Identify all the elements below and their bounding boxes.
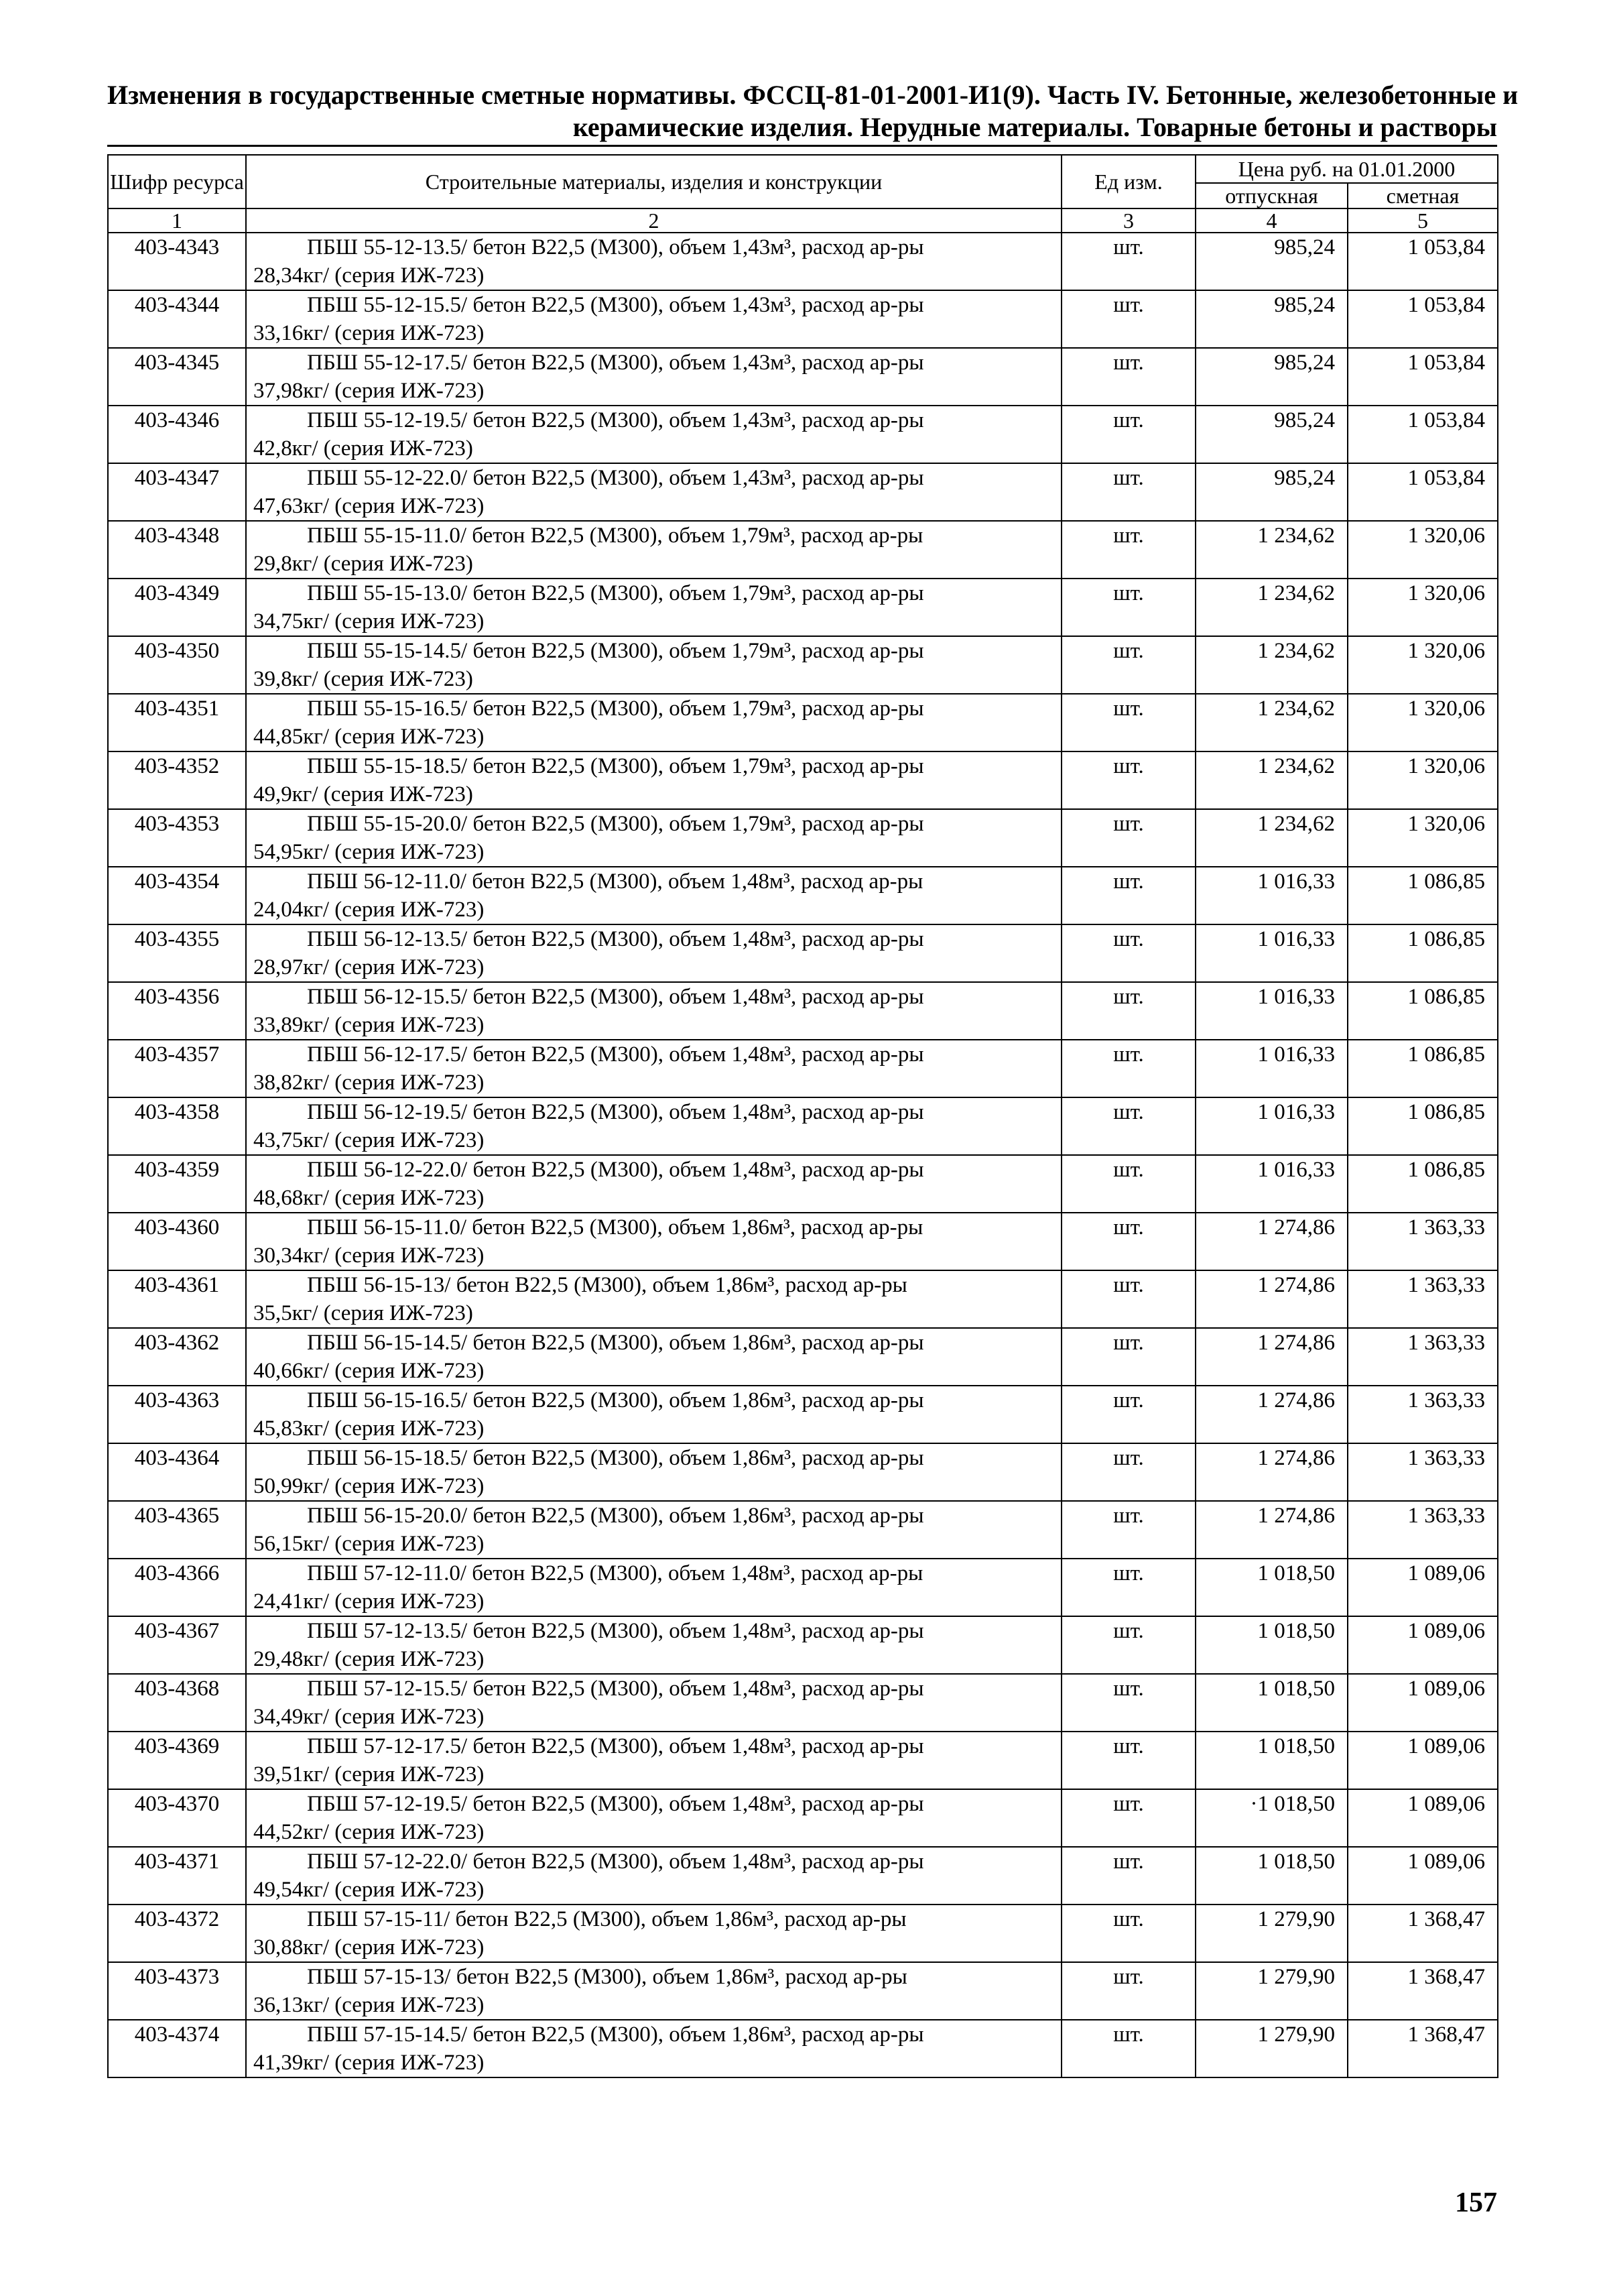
release-price: ·1 018,50: [1196, 1789, 1348, 1847]
unit: шт.: [1062, 1040, 1196, 1097]
material-description: [246, 1155, 1062, 1213]
resource-code: 403-4345: [108, 348, 246, 406]
material-description: [246, 1443, 1062, 1501]
resource-code: 403-4348: [108, 521, 246, 579]
resource-code: 403-4344: [108, 290, 246, 348]
estimate-price: 1 363,33: [1348, 1501, 1498, 1559]
estimate-price: 1 320,06: [1348, 751, 1498, 809]
description-line2: 38,82кг/ (серия ИЖ-723): [253, 1071, 485, 1095]
material-description: [246, 1847, 1062, 1905]
material-description: [246, 579, 1062, 636]
table-row: [108, 751, 1498, 809]
release-price: 1 016,33: [1196, 924, 1348, 982]
description-line1: ПБШ 56-12-19.5/ бетон В22,5 (М300), объем 1,48м³, расход ар-ры: [307, 1100, 924, 1124]
material-description: [246, 1674, 1062, 1732]
estimate-price: 1 320,06: [1348, 694, 1498, 751]
resource-code: 403-4351: [108, 694, 246, 751]
description-line2: 28,97кг/ (серия ИЖ-723): [253, 955, 485, 979]
table-row: [108, 1040, 1498, 1097]
resource-code: 403-4358: [108, 1097, 246, 1155]
release-price: 985,24: [1196, 406, 1348, 463]
description-line1: ПБШ 57-12-17.5/ бетон В22,5 (М300), объем 1,48м³, расход ар-ры: [307, 1734, 924, 1758]
description-line2: 41,39кг/ (серия ИЖ-723): [253, 2051, 485, 2075]
estimate-price: 1 363,33: [1348, 1213, 1498, 1270]
description-line1: ПБШ 57-15-11/ бетон В22,5 (М300), объем 1,86м³, расход ар-ры: [307, 1907, 907, 1931]
release-price: 985,24: [1196, 233, 1348, 290]
description-line2: 34,49кг/ (серия ИЖ-723): [253, 1705, 485, 1729]
material-description: [246, 694, 1062, 751]
estimate-price: 1 089,06: [1348, 1732, 1498, 1789]
estimate-price: 1 053,84: [1348, 406, 1498, 463]
resource-code: 403-4364: [108, 1443, 246, 1501]
unit: шт.: [1062, 1674, 1196, 1732]
release-price: 1 016,33: [1196, 867, 1348, 924]
header-price: Цена руб. на 01.01.2000: [1196, 155, 1498, 183]
estimate-price: 1 053,84: [1348, 463, 1498, 521]
description-line1: ПБШ 55-15-13.0/ бетон В22,5 (М300), объем 1,79м³, расход ар-ры: [307, 581, 924, 605]
unit: шт.: [1062, 1443, 1196, 1501]
description-line1: ПБШ 57-12-19.5/ бетон В22,5 (М300), объем 1,48м³, расход ар-ры: [307, 1792, 924, 1816]
release-price: 985,24: [1196, 463, 1348, 521]
table-row: [108, 809, 1498, 867]
material-description: [246, 867, 1062, 924]
description-line1: ПБШ 56-12-13.5/ бетон В22,5 (М300), объем 1,48м³, расход ар-ры: [307, 927, 924, 951]
description-line1: ПБШ 55-12-19.5/ бетон В22,5 (М300), объем 1,43м³, расход ар-ры: [307, 408, 924, 432]
release-price: 1 274,86: [1196, 1270, 1348, 1328]
unit: шт.: [1062, 1847, 1196, 1905]
material-description: [246, 1905, 1062, 1962]
release-price: 1 234,62: [1196, 579, 1348, 636]
material-description: [246, 1328, 1062, 1386]
description-line2: 30,88кг/ (серия ИЖ-723): [253, 1935, 485, 1959]
estimate-price: 1 320,06: [1348, 521, 1498, 579]
estimate-price: 1 086,85: [1348, 1040, 1498, 1097]
unit: шт.: [1062, 1501, 1196, 1559]
table-row: [108, 1097, 1498, 1155]
estimate-price: 1 320,06: [1348, 579, 1498, 636]
release-price: 1 234,62: [1196, 694, 1348, 751]
release-price: 985,24: [1196, 348, 1348, 406]
table-row: [108, 1443, 1498, 1501]
material-description: [246, 1732, 1062, 1789]
column-number: 3: [1062, 208, 1196, 233]
estimate-price: 1 086,85: [1348, 1097, 1498, 1155]
resource-code: 403-4373: [108, 1962, 246, 2020]
resource-code: 403-4352: [108, 751, 246, 809]
description-line2: 47,63кг/ (серия ИЖ-723): [253, 494, 485, 518]
description-line1: ПБШ 57-15-13/ бетон В22,5 (М300), объем 1,86м³, расход ар-ры: [307, 1965, 907, 1989]
description-line2: 44,85кг/ (серия ИЖ-723): [253, 725, 485, 749]
unit: шт.: [1062, 1213, 1196, 1270]
unit: шт.: [1062, 1616, 1196, 1674]
resource-code: 403-4372: [108, 1905, 246, 1962]
description-line2: 24,41кг/ (серия ИЖ-723): [253, 1589, 485, 1614]
unit: шт.: [1062, 1962, 1196, 2020]
table-row: [108, 1386, 1498, 1443]
unit: шт.: [1062, 1328, 1196, 1386]
estimate-price: 1 363,33: [1348, 1443, 1498, 1501]
unit: шт.: [1062, 1270, 1196, 1328]
table-row: [108, 1789, 1498, 1847]
material-description: [246, 982, 1062, 1040]
table-row: [108, 1270, 1498, 1328]
description-line1: ПБШ 55-15-20.0/ бетон В22,5 (М300), объем 1,79м³, расход ар-ры: [307, 812, 924, 836]
description-line1: ПБШ 57-12-22.0/ бетон В22,5 (М300), объем 1,48м³, расход ар-ры: [307, 1850, 924, 1874]
material-description: [246, 1501, 1062, 1559]
release-price: 1 234,62: [1196, 636, 1348, 694]
description-line2: 42,8кг/ (серия ИЖ-723): [253, 436, 473, 461]
unit: шт.: [1062, 982, 1196, 1040]
description-line1: ПБШ 55-15-11.0/ бетон В22,5 (М300), объем 1,79м³, расход ар-ры: [307, 524, 923, 548]
description-line1: ПБШ 56-12-22.0/ бетон В22,5 (М300), объем 1,48м³, расход ар-ры: [307, 1158, 924, 1182]
material-description: [246, 809, 1062, 867]
table-row: [108, 1674, 1498, 1732]
estimate-price: 1 320,06: [1348, 636, 1498, 694]
table-row: [108, 233, 1498, 290]
page-number: 157: [1455, 2187, 1497, 2218]
description-line1: ПБШ 55-15-16.5/ бетон В22,5 (М300), объем 1,79м³, расход ар-ры: [307, 697, 924, 721]
header-release-price: отпускная: [1196, 183, 1348, 208]
description-line1: ПБШ 57-12-15.5/ бетон В22,5 (М300), объем 1,48м³, расход ар-ры: [307, 1677, 924, 1701]
description-line1: ПБШ 55-15-18.5/ бетон В22,5 (М300), объем 1,79м³, расход ар-ры: [307, 754, 924, 778]
release-price: 1 016,33: [1196, 1097, 1348, 1155]
release-price: 1 274,86: [1196, 1501, 1348, 1559]
description-line1: ПБШ 56-15-14.5/ бетон В22,5 (М300), объем 1,86м³, расход ар-ры: [307, 1331, 924, 1355]
resource-code: 403-4370: [108, 1789, 246, 1847]
description-line2: 30,34кг/ (серия ИЖ-723): [253, 1244, 485, 1268]
description-line2: 40,66кг/ (серия ИЖ-723): [253, 1359, 485, 1383]
material-description: [246, 1386, 1062, 1443]
table-row: [108, 1962, 1498, 2020]
table-row: [108, 579, 1498, 636]
material-description: [246, 636, 1062, 694]
description-line2: 45,83кг/ (серия ИЖ-723): [253, 1416, 485, 1441]
table-row: [108, 1559, 1498, 1616]
unit: шт.: [1062, 233, 1196, 290]
table-row: [108, 2020, 1498, 2077]
description-line2: 28,34кг/ (серия ИЖ-723): [253, 263, 485, 288]
description-line2: 29,48кг/ (серия ИЖ-723): [253, 1647, 485, 1671]
unit: шт.: [1062, 1559, 1196, 1616]
table-row: [108, 1155, 1498, 1213]
material-description: [246, 1616, 1062, 1674]
unit: шт.: [1062, 1097, 1196, 1155]
estimate-price: 1 089,06: [1348, 1789, 1498, 1847]
description-line2: 56,15кг/ (серия ИЖ-723): [253, 1532, 485, 1556]
column-number: 5: [1348, 208, 1498, 233]
description-line2: 36,13кг/ (серия ИЖ-723): [253, 1993, 485, 2017]
header-title-line1: Изменения в государственные сметные нормативы. ФССЦ-81-01-2001-И1(9). Часть IV. Бетонные, железобетонные и: [107, 80, 1519, 110]
table-row: [108, 348, 1498, 406]
description-line2: 54,95кг/ (серия ИЖ-723): [253, 840, 485, 864]
resource-code: 403-4356: [108, 982, 246, 1040]
description-line1: ПБШ 57-12-13.5/ бетон В22,5 (М300), объем 1,48м³, расход ар-ры: [307, 1619, 924, 1643]
column-number: 1: [108, 208, 246, 233]
material-description: [246, 2020, 1062, 2077]
release-price: 1 018,50: [1196, 1674, 1348, 1732]
material-description: [246, 924, 1062, 982]
unit: шт.: [1062, 463, 1196, 521]
description-line1: ПБШ 56-12-17.5/ бетон В22,5 (М300), объем 1,48м³, расход ар-ры: [307, 1042, 924, 1067]
resource-code: 403-4368: [108, 1674, 246, 1732]
resource-code: 403-4371: [108, 1847, 246, 1905]
resource-code: 403-4366: [108, 1559, 246, 1616]
unit: шт.: [1062, 924, 1196, 982]
resource-code: 403-4362: [108, 1328, 246, 1386]
material-description: [246, 751, 1062, 809]
material-description: [246, 521, 1062, 579]
material-description: [246, 1097, 1062, 1155]
resource-code: 403-4357: [108, 1040, 246, 1097]
estimate-price: 1 089,06: [1348, 1616, 1498, 1674]
material-description: [246, 1213, 1062, 1270]
unit: шт.: [1062, 1789, 1196, 1847]
description-line1: ПБШ 57-12-11.0/ бетон В22,5 (М300), объем 1,48м³, расход ар-ры: [307, 1561, 923, 1585]
estimate-price: 1 368,47: [1348, 2020, 1498, 2077]
table-row: [108, 1905, 1498, 1962]
description-line2: 33,16кг/ (серия ИЖ-723): [253, 321, 485, 345]
resource-code: 403-4365: [108, 1501, 246, 1559]
resource-code: 403-4361: [108, 1270, 246, 1328]
table-row: [108, 290, 1498, 348]
material-description: [246, 1040, 1062, 1097]
description-line2: 34,75кг/ (серия ИЖ-723): [253, 609, 485, 633]
release-price: 1 234,62: [1196, 751, 1348, 809]
description-line1: ПБШ 55-15-14.5/ бетон В22,5 (М300), объем 1,79м³, расход ар-ры: [307, 639, 924, 663]
table-row: [108, 867, 1498, 924]
header-rule: [107, 145, 1497, 147]
table-row: [108, 694, 1498, 751]
release-price: 1 274,86: [1196, 1213, 1348, 1270]
description-line1: ПБШ 56-15-13/ бетон В22,5 (М300), объем 1,86м³, расход ар-ры: [307, 1273, 907, 1297]
description-line2: 35,5кг/ (серия ИЖ-723): [253, 1301, 473, 1325]
column-number: 4: [1196, 208, 1348, 233]
resource-code: 403-4343: [108, 233, 246, 290]
table-row: [108, 1328, 1498, 1386]
resource-code: 403-4374: [108, 2020, 246, 2077]
release-price: 1 018,50: [1196, 1559, 1348, 1616]
description-line1: ПБШ 56-15-11.0/ бетон В22,5 (М300), объем 1,86м³, расход ар-ры: [307, 1215, 923, 1240]
estimate-price: 1 089,06: [1348, 1559, 1498, 1616]
estimate-price: 1 320,06: [1348, 809, 1498, 867]
release-price: 1 274,86: [1196, 1328, 1348, 1386]
estimate-price: 1 363,33: [1348, 1270, 1498, 1328]
description-line1: ПБШ 56-12-15.5/ бетон В22,5 (М300), объем 1,48м³, расход ар-ры: [307, 985, 924, 1009]
estimate-price: 1 089,06: [1348, 1674, 1498, 1732]
release-price: 1 234,62: [1196, 521, 1348, 579]
unit: шт.: [1062, 406, 1196, 463]
resource-code: 403-4354: [108, 867, 246, 924]
description-line1: ПБШ 57-15-14.5/ бетон В22,5 (М300), объем 1,86м³, расход ар-ры: [307, 2022, 924, 2047]
resource-code: 403-4363: [108, 1386, 246, 1443]
document-header: [107, 79, 1519, 147]
description-line2: 37,98кг/ (серия ИЖ-723): [253, 379, 485, 403]
release-price: 1 279,90: [1196, 1905, 1348, 1962]
material-description: [246, 1270, 1062, 1328]
resource-code: 403-4353: [108, 809, 246, 867]
resource-code: 403-4360: [108, 1213, 246, 1270]
price-table: [107, 154, 1498, 2078]
estimate-price: 1 363,33: [1348, 1328, 1498, 1386]
unit: шт.: [1062, 521, 1196, 579]
estimate-price: 1 086,85: [1348, 867, 1498, 924]
material-description: [246, 233, 1062, 290]
estimate-price: 1 053,84: [1348, 348, 1498, 406]
description-line2: 29,8кг/ (серия ИЖ-723): [253, 552, 473, 576]
table-row: [108, 982, 1498, 1040]
estimate-price: 1 086,85: [1348, 924, 1498, 982]
header-title-line2: керамические изделия. Нерудные материалы. Товарные бетоны и растворы: [572, 112, 1497, 142]
estimate-price: 1 368,47: [1348, 1962, 1498, 2020]
table-row: [108, 1847, 1498, 1905]
release-price: 1 018,50: [1196, 1847, 1348, 1905]
unit: шт.: [1062, 1386, 1196, 1443]
estimate-price: 1 089,06: [1348, 1847, 1498, 1905]
description-line1: ПБШ 56-15-18.5/ бетон В22,5 (М300), объем 1,86м³, расход ар-ры: [307, 1446, 924, 1470]
table-row: [108, 1501, 1498, 1559]
table-row: [108, 406, 1498, 463]
release-price: 1 016,33: [1196, 982, 1348, 1040]
description-line2: 49,9кг/ (серия ИЖ-723): [253, 782, 473, 806]
estimate-price: 1 368,47: [1348, 1905, 1498, 1962]
description-line1: ПБШ 56-15-20.0/ бетон В22,5 (М300), объем 1,86м³, расход ар-ры: [307, 1504, 924, 1528]
resource-code: 403-4350: [108, 636, 246, 694]
resource-code: 403-4349: [108, 579, 246, 636]
resource-code: 403-4347: [108, 463, 246, 521]
unit: шт.: [1062, 1905, 1196, 1962]
resource-code: 403-4346: [108, 406, 246, 463]
description-line2: 24,04кг/ (серия ИЖ-723): [253, 898, 485, 922]
estimate-price: 1 053,84: [1348, 290, 1498, 348]
unit: шт.: [1062, 1155, 1196, 1213]
release-price: 1 279,90: [1196, 1962, 1348, 2020]
unit: шт.: [1062, 348, 1196, 406]
table-row: [108, 463, 1498, 521]
header-code: Шифр ресурса: [108, 155, 246, 208]
description-line1: ПБШ 55-12-22.0/ бетон В22,5 (М300), объем 1,43м³, расход ар-ры: [307, 466, 924, 490]
header-name: Строительные материалы, изделия и конструкции: [246, 155, 1062, 208]
resource-code: 403-4359: [108, 1155, 246, 1213]
description-line1: ПБШ 55-12-17.5/ бетон В22,5 (М300), объем 1,43м³, расход ар-ры: [307, 351, 924, 375]
unit: шт.: [1062, 867, 1196, 924]
unit: шт.: [1062, 636, 1196, 694]
table-row: [108, 1213, 1498, 1270]
estimate-price: 1 053,84: [1348, 233, 1498, 290]
estimate-price: 1 363,33: [1348, 1386, 1498, 1443]
material-description: [246, 1962, 1062, 2020]
release-price: 1 016,33: [1196, 1155, 1348, 1213]
description-line2: 50,99кг/ (серия ИЖ-723): [253, 1474, 485, 1498]
material-description: [246, 1559, 1062, 1616]
resource-code: 403-4369: [108, 1732, 246, 1789]
description-line2: 33,89кг/ (серия ИЖ-723): [253, 1013, 485, 1037]
release-price: 985,24: [1196, 290, 1348, 348]
resource-code: 403-4355: [108, 924, 246, 982]
table-row: [108, 1616, 1498, 1674]
description-line2: 44,52кг/ (серия ИЖ-723): [253, 1820, 485, 1844]
description-line1: ПБШ 56-12-11.0/ бетон В22,5 (М300), объем 1,48м³, расход ар-ры: [307, 869, 923, 894]
description-line2: 49,54кг/ (серия ИЖ-723): [253, 1878, 485, 1902]
table-row: [108, 636, 1498, 694]
header-unit: Ед изм.: [1062, 155, 1196, 208]
description-line2: 43,75кг/ (серия ИЖ-723): [253, 1128, 485, 1152]
table-row: [108, 1732, 1498, 1789]
material-description: [246, 406, 1062, 463]
unit: шт.: [1062, 694, 1196, 751]
description-line2: 39,51кг/ (серия ИЖ-723): [253, 1762, 485, 1787]
release-price: 1 016,33: [1196, 1040, 1348, 1097]
unit: шт.: [1062, 290, 1196, 348]
material-description: [246, 1789, 1062, 1847]
estimate-price: 1 086,85: [1348, 982, 1498, 1040]
description-line1: ПБШ 56-15-16.5/ бетон В22,5 (М300), объем 1,86м³, расход ар-ры: [307, 1388, 924, 1412]
release-price: 1 018,50: [1196, 1616, 1348, 1674]
material-description: [246, 463, 1062, 521]
description-line2: 39,8кг/ (серия ИЖ-723): [253, 667, 473, 691]
estimate-price: 1 086,85: [1348, 1155, 1498, 1213]
release-price: 1 018,50: [1196, 1732, 1348, 1789]
release-price: 1 274,86: [1196, 1443, 1348, 1501]
description-line1: ПБШ 55-12-15.5/ бетон В22,5 (М300), объем 1,43м³, расход ар-ры: [307, 293, 924, 317]
unit: шт.: [1062, 579, 1196, 636]
table-row: [108, 521, 1498, 579]
unit: шт.: [1062, 751, 1196, 809]
unit: шт.: [1062, 1732, 1196, 1789]
header-estimate-price: сметная: [1348, 183, 1498, 208]
column-number: 2: [246, 208, 1062, 233]
description-line1: ПБШ 55-12-13.5/ бетон В22,5 (М300), объем 1,43м³, расход ар-ры: [307, 235, 924, 259]
release-price: 1 279,90: [1196, 2020, 1348, 2077]
material-description: [246, 348, 1062, 406]
resource-code: 403-4367: [108, 1616, 246, 1674]
table-body: [108, 233, 1498, 2077]
description-line2: 48,68кг/ (серия ИЖ-723): [253, 1186, 485, 1210]
release-price: 1 274,86: [1196, 1386, 1348, 1443]
material-description: [246, 290, 1062, 348]
release-price: 1 234,62: [1196, 809, 1348, 867]
unit: шт.: [1062, 809, 1196, 867]
table-row: [108, 924, 1498, 982]
unit: шт.: [1062, 2020, 1196, 2077]
